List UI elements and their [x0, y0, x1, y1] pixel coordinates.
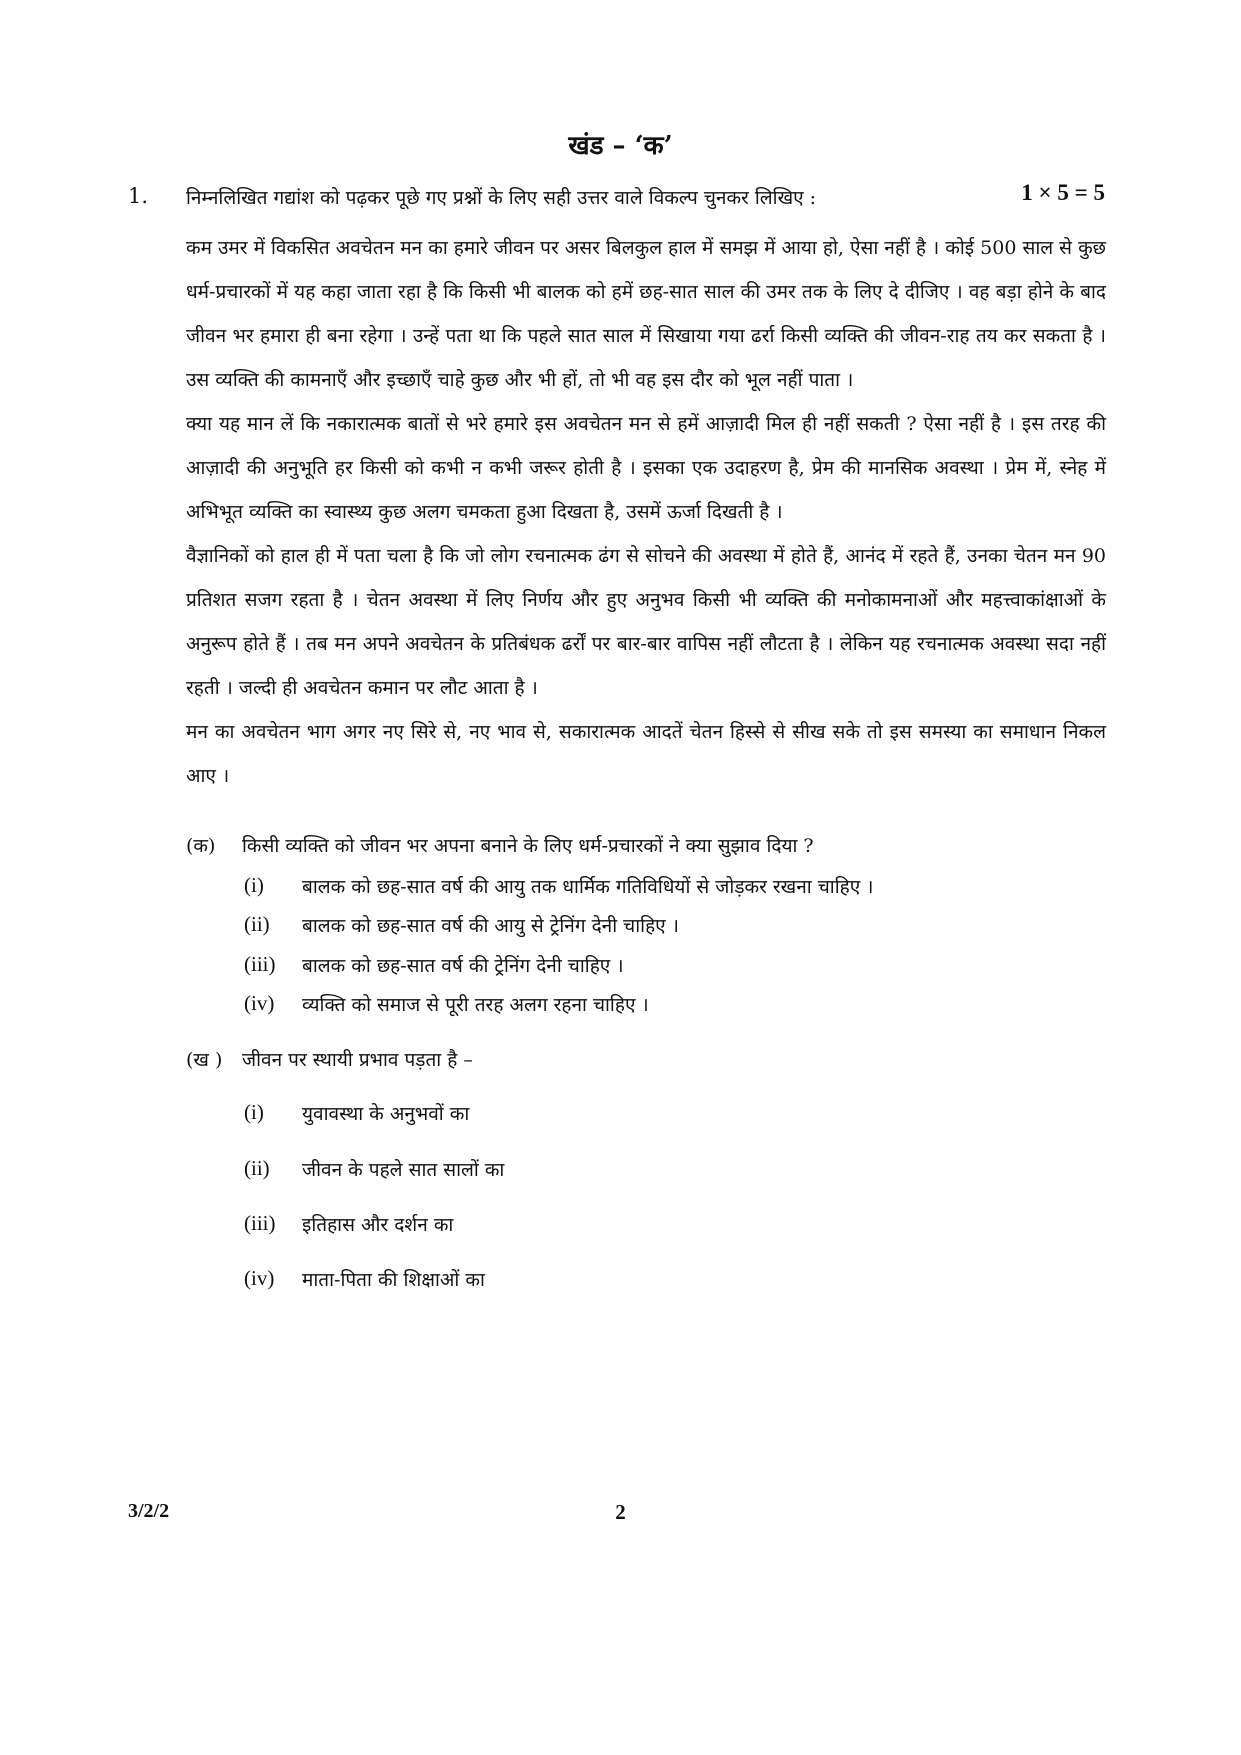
option-text: व्यक्ति को समाज से पूरी तरह अलग रहना चाहिए ।	[302, 994, 649, 1016]
option-label: (iv)	[244, 991, 275, 1015]
passage-paragraph: कम उमर में विकसित अवचेतन मन का हमारे जीवन पर असर बिलकुल हाल में समझ में आया हो, ऐसा नहीं है । कोई 500 साल से कुछ धर्म-प्रचारकों में यह कहा जाता रहा है कि किसी भी बालक को हमें छह-सात साल की उमर तक के लिए दे दीजिए । वह बड़ा होने के बाद जीवन भर हमारा ही बना रहेगा । उन्हें पता था कि पहले सात साल में सिखाया गया ढर्रा किसी व्यक्ति की जीवन-राह तय कर सकता है । उस व्यक्ति की कामनाएँ और इच्छाएँ चाहे कुछ और भी हों, तो भी वह इस दौर को भूल नहीं पाता ।	[186, 237, 1106, 391]
question-number: 1.	[128, 184, 149, 208]
sub-question-label: (ख )	[186, 1049, 223, 1071]
option-text: माता-पिता की शिक्षाओं का	[302, 1269, 485, 1291]
option-label: (iii)	[244, 952, 276, 976]
sub-question-text: जीवन पर स्थायी प्रभाव पड़ता है –	[242, 1049, 473, 1071]
option-label: (iii)	[244, 1211, 276, 1235]
passage-paragraph: वैज्ञानिकों को हाल ही में पता चला है कि जो लोग रचनात्मक ढंग से सोचने की अवस्था में होते हैं, आनंद में रहते हैं, उनका चेतन मन 90 प्रतिशत सजग रहता है । चेतन अवस्था में लिए निर्णय और हुए अनुभव किसी भी व्यक्ति की मनोकामनाओं और महत्त्वाकांक्षाओं के अनुरूप होते हैं । तब मन अपने अवचेतन के प्रतिबंधक ढर्रों पर बार-बार वापिस नहीं लौटता है । लेकिन यह रचनात्मक अवस्था सदा नहीं रहती । जल्दी ही अवचेतन कमान पर लौट आता है ।	[186, 545, 1106, 699]
option-text: इतिहास और दर्शन का	[302, 1214, 454, 1236]
sub-question-text: किसी व्यक्ति को जीवन भर अपना बनाने के लिए धर्म-प्रचारकों ने क्या सुझाव दिया ?	[242, 835, 814, 857]
page-number: 2	[615, 1500, 626, 1524]
question-marks: 1 × 5 = 5	[1021, 180, 1105, 205]
passage-paragraph: मन का अवचेतन भाग अगर नए सिरे से, नए भाव से, सकारात्मक आदतें चेतन हिस्से से सीख सके तो इस समस्या का समाधान निकल आए ।	[186, 721, 1106, 787]
option-label: (ii)	[244, 912, 270, 936]
sub-question-label: (क)	[186, 835, 216, 857]
passage-paragraph: क्या यह मान लें कि नकारात्मक बातों से भरे हमारे इस अवचेतन मन से हमें आज़ादी मिल ही नहीं सकती ? ऐसा नहीं है । इस तरह की आज़ादी की अनुभूति हर किसी को कभी न कभी जरूर होती है । इसका एक उदाहरण है, प्रेम की मानसिक अवस्था । प्रेम में, स्नेह में अभिभूत व्यक्ति का स्वास्थ्य कुछ अलग चमकता हुआ दिखता है, उसमें ऊर्जा दिखती है ।	[186, 413, 1106, 523]
section-title: खंड – ‘क’	[568, 131, 673, 161]
paper-code: 3/2/2	[128, 1500, 170, 1522]
question-instruction: निम्नलिखित गद्यांश को पढ़कर पूछे गए प्रश्नों के लिए सही उत्तर वाले विकल्प चुनकर लिखिए :	[186, 187, 817, 209]
option-text: बालक को छह-सात वर्ष की आयु से ट्रेनिंग देनी चाहिए ।	[302, 915, 679, 937]
option-text: बालक को छह-सात वर्ष की आयु तक धार्मिक गतिविधियों से जोड़कर रखना चाहिए ।	[302, 876, 874, 898]
option-label: (i)	[244, 873, 264, 897]
option-label: (ii)	[244, 1156, 270, 1180]
option-text: जीवन के पहले सात सालों का	[302, 1159, 505, 1181]
option-label: (i)	[244, 1100, 264, 1124]
passage	[186, 226, 1106, 798]
option-text: बालक को छह-सात वर्ष की ट्रेनिंग देनी चाहिए ।	[302, 955, 624, 977]
option-text: युवावस्था के अनुभवों का	[302, 1103, 470, 1125]
option-label: (iv)	[244, 1266, 275, 1290]
